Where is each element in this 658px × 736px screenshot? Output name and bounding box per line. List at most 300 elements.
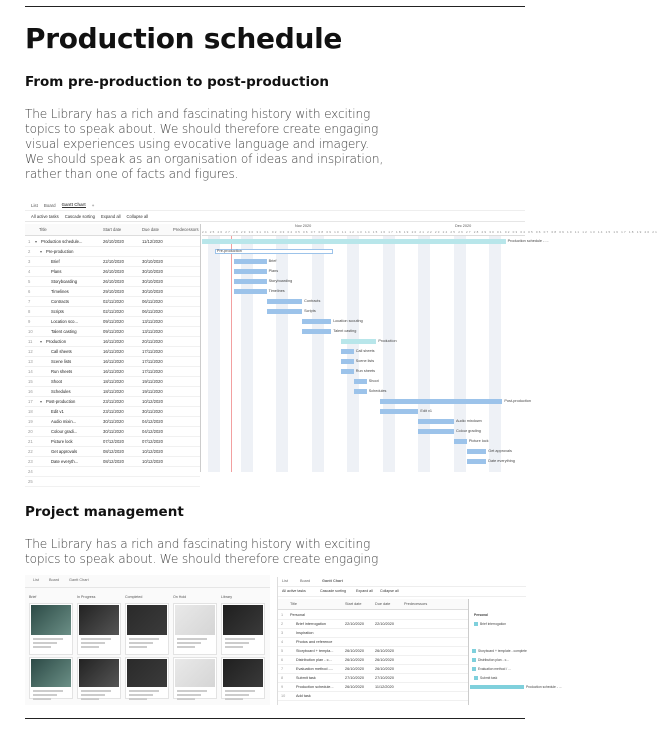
row-number: 21: [28, 439, 33, 444]
filter-all-active-tasks[interactable]: All active tasks: [282, 589, 306, 593]
task-bar-label: Storyboard + template - complete: [478, 648, 527, 653]
task-title[interactable]: Talent casting: [51, 329, 77, 334]
task-bar[interactable]: [341, 369, 354, 374]
pm-gantt-toolbar: [278, 587, 526, 597]
weekend-column: [383, 236, 395, 472]
card-text-line: [225, 690, 255, 692]
task-bar-label: Scene lists: [355, 358, 375, 363]
weekend-column: [347, 236, 359, 472]
row-number: 9: [28, 319, 31, 324]
top-rule: [25, 6, 525, 7]
card-text-line: [81, 646, 99, 648]
column-title[interactable]: Title: [39, 227, 47, 232]
task-title[interactable]: Date everyth...: [51, 459, 79, 464]
start-date[interactable]: 26/10/2020: [345, 657, 365, 662]
row-number: 2: [28, 249, 31, 254]
start-date[interactable]: 16/11/2020: [103, 359, 124, 364]
start-date[interactable]: 26/10/2020: [103, 279, 124, 284]
due-date[interactable]: 19/11/2020: [142, 379, 163, 384]
task-bar[interactable]: [472, 649, 476, 653]
task-title[interactable]: Shoot: [51, 379, 62, 384]
start-date[interactable]: 02/11/2020: [103, 309, 124, 314]
column-title[interactable]: Title: [290, 602, 298, 606]
card-text-line: [129, 646, 147, 648]
task-title[interactable]: Audio mixin...: [51, 419, 77, 424]
task-title[interactable]: Schedules: [51, 389, 71, 394]
paragraph-line: topics to speak about. We should therefore create engaging: [25, 122, 379, 136]
start-date[interactable]: 26/10/2020: [103, 239, 124, 244]
task-bar-label: Contracts: [304, 298, 321, 303]
card-thumbnail: [79, 605, 119, 635]
paragraph-line: The Library has a rich and fascinating history with exciting: [25, 107, 371, 121]
task-bar[interactable]: [341, 349, 354, 354]
task-bar[interactable]: [234, 279, 266, 284]
due-date[interactable]: 11/12/2020: [375, 684, 394, 689]
row-number: 7: [281, 666, 284, 671]
board-column: [173, 595, 217, 703]
task-bar-label: Scripts: [304, 308, 316, 313]
due-date[interactable]: 27/10/2020: [375, 675, 395, 680]
weekend-column: [208, 236, 220, 472]
card-thumbnail: [223, 659, 263, 687]
board-card[interactable]: [173, 603, 217, 655]
collapse-all-button[interactable]: Collapse all: [126, 213, 149, 219]
card-text-line: [225, 698, 243, 700]
row-number: 6: [28, 289, 31, 294]
task-bar-label: Call sheets: [355, 348, 375, 353]
board-card[interactable]: [77, 657, 121, 699]
card-text-line: [129, 690, 159, 692]
row-number: 12: [28, 349, 33, 354]
month-label: Nov 2020: [295, 224, 312, 228]
due-date[interactable]: 04/12/2020: [142, 419, 163, 424]
task-title[interactable]: Storyboarding: [51, 279, 78, 284]
task-title[interactable]: Brief: [51, 259, 60, 264]
row-number: 19: [28, 419, 33, 424]
due-date[interactable]: 13/11/2020: [142, 329, 163, 334]
weekend-column: [489, 236, 501, 472]
task-bar[interactable]: [234, 259, 266, 264]
board-tabs: [25, 575, 270, 588]
card-thumbnail: [79, 659, 119, 687]
task-title[interactable]: Get approvals: [51, 449, 78, 454]
card-text-line: [33, 690, 63, 692]
task-bar-label: Evaluation method / ...: [478, 666, 511, 671]
task-bar-label: Timelines: [268, 288, 285, 293]
task-title[interactable]: Evaluation method -...: [296, 666, 333, 671]
row-number: 1: [28, 239, 31, 244]
tab-board[interactable]: Board: [49, 578, 60, 582]
start-date[interactable]: 27/10/2020: [345, 675, 365, 680]
due-date[interactable]: 26/10/2020: [375, 666, 395, 671]
table-row[interactable]: [278, 691, 468, 701]
start-date[interactable]: 26/10/2020: [345, 648, 365, 653]
start-date[interactable]: 26/10/2020: [345, 684, 365, 689]
row-number: 11: [28, 339, 33, 344]
task-title[interactable]: Call sheets: [51, 349, 72, 354]
cascade-sorting-button[interactable]: Cascade sorting: [64, 213, 95, 219]
task-bar[interactable]: [474, 676, 478, 680]
start-date[interactable]: 23/11/2020: [103, 399, 124, 404]
task-bar-label: Production schedule - ...: [507, 238, 549, 243]
task-bar-label: Submit task: [480, 675, 498, 680]
card-thumbnail: [223, 605, 263, 635]
task-bar-label: Date everything: [488, 458, 515, 463]
row-number: 6: [281, 657, 284, 662]
start-date[interactable]: 18/11/2020: [103, 379, 124, 384]
due-date[interactable]: 17/11/2020: [142, 369, 163, 374]
start-date[interactable]: 08/12/2020: [103, 459, 124, 464]
card-text-line: [225, 638, 255, 640]
task-bar[interactable]: [418, 429, 454, 434]
card-text-line: [177, 698, 195, 700]
column-start-date[interactable]: Start date: [345, 602, 362, 606]
row-number: 24: [28, 469, 33, 474]
pane-divider[interactable]: [468, 599, 469, 705]
task-title[interactable]: Production: [46, 339, 67, 344]
task-bar-label: Shoot: [368, 378, 379, 383]
due-date[interactable]: 19/11/2020: [142, 389, 163, 394]
row-number: 5: [281, 648, 284, 653]
tab-gantt-chart[interactable]: Gantt Chart: [322, 579, 343, 583]
column-due-date[interactable]: Due date: [142, 227, 159, 232]
section-heading-schedule: From pre-production to post-production: [25, 74, 329, 90]
row-number: 10: [281, 693, 286, 698]
tab-list[interactable]: List: [31, 202, 38, 208]
due-date[interactable]: 13/11/2020: [142, 319, 163, 324]
task-title[interactable]: Inspiration: [296, 630, 314, 635]
board-column: [125, 595, 169, 703]
task-title[interactable]: Timelines: [51, 289, 69, 294]
card-text-line: [129, 694, 153, 696]
task-bar[interactable]: [234, 269, 266, 274]
tab-gantt-chart[interactable]: Gantt Chart: [61, 202, 86, 207]
expand-all-button[interactable]: Expand all: [356, 589, 373, 593]
start-date[interactable]: 18/11/2020: [103, 389, 124, 394]
row-number: 13: [28, 359, 33, 364]
board-card[interactable]: [125, 657, 169, 699]
task-title[interactable]: Picture lock: [51, 439, 73, 444]
task-bar[interactable]: [472, 667, 476, 671]
paragraph-line: We should speak as an organisation of ideas and inspiration,: [25, 152, 384, 166]
task-bar[interactable]: [474, 622, 478, 626]
start-date[interactable]: 16/11/2020: [103, 369, 124, 374]
expand-toggle-icon[interactable]: ▾: [35, 239, 38, 244]
card-text-line: [33, 642, 57, 644]
row-number: 8: [281, 675, 284, 680]
due-date[interactable]: 06/11/2020: [142, 299, 163, 304]
row-number: 1: [281, 612, 284, 617]
day-strip: 24 25 26 27 28 29 30 31 01 02 03 04 05 06 07 08 09 10 11 12 13 14 15 16 17 18 19 20 21 22 23 24 25 26 27 28 29 30 01 02 03 04 05 06 07 08 09 10 11 12 13 14 15 16 17 18 19 20 21: [202, 230, 658, 234]
due-date[interactable]: 10/12/2020: [142, 459, 163, 464]
tab-list[interactable]: List: [282, 579, 288, 583]
task-title[interactable]: Edit v1: [51, 409, 64, 414]
row-number: 18: [28, 409, 33, 414]
task-title[interactable]: Add task: [296, 693, 311, 698]
card-text-line: [177, 646, 195, 648]
card-text-line: [225, 646, 243, 648]
due-date[interactable]: 20/11/2020: [142, 339, 163, 344]
start-date[interactable]: 09/11/2020: [103, 329, 124, 334]
task-bar-label: Post-production: [504, 398, 531, 403]
card-thumbnail: [175, 605, 215, 635]
board-column-title[interactable]: Brief: [29, 595, 37, 599]
tab-board[interactable]: Board: [43, 202, 56, 208]
board-column: [77, 595, 121, 703]
due-date[interactable]: 10/12/2020: [142, 399, 163, 404]
row-number: 4: [28, 269, 31, 274]
task-bar-label: Brief interrogation: [480, 621, 507, 626]
paragraph-line: rather than one of facts and figures.: [25, 167, 239, 181]
today-marker: [231, 236, 232, 472]
task-bar[interactable]: [302, 329, 331, 334]
task-bar[interactable]: [267, 299, 303, 304]
due-date[interactable]: 26/10/2020: [375, 648, 395, 653]
add-tab-button[interactable]: +: [91, 202, 95, 208]
board-screenshot: [25, 575, 270, 705]
task-bar-label: Colour grading: [455, 428, 481, 433]
task-title[interactable]: Post-production: [46, 399, 76, 404]
pane-divider[interactable]: [200, 224, 201, 472]
tab-list[interactable]: List: [33, 578, 39, 582]
board-column-title[interactable]: In Progress: [77, 595, 96, 599]
start-date[interactable]: 30/11/2020: [103, 419, 124, 424]
pm-grid-header: [278, 599, 468, 610]
start-date[interactable]: 09/11/2020: [103, 319, 124, 324]
task-bar[interactable]: [302, 319, 331, 324]
start-date[interactable]: 29/10/2020: [103, 289, 124, 294]
due-date[interactable]: 26/10/2020: [375, 657, 395, 662]
start-date[interactable]: 16/11/2020: [103, 339, 124, 344]
task-bar-label: Production: [378, 338, 397, 343]
task-title[interactable]: Scripts: [51, 309, 64, 314]
column-start-date[interactable]: Start date: [103, 227, 122, 232]
due-date[interactable]: 06/11/2020: [142, 309, 163, 314]
column-predecessors[interactable]: Predecessors: [404, 602, 428, 606]
task-bar[interactable]: [234, 289, 266, 294]
start-date[interactable]: 23/11/2020: [103, 409, 124, 414]
board-column-title[interactable]: Library: [221, 595, 232, 599]
due-date[interactable]: 11/12/2020: [142, 239, 163, 244]
due-date[interactable]: 17/11/2020: [142, 349, 163, 354]
filter-all-active-tasks[interactable]: All active tasks: [31, 213, 59, 219]
start-date[interactable]: 08/12/2020: [103, 449, 124, 454]
due-date[interactable]: 10/12/2020: [142, 449, 163, 454]
tab-gantt-chart[interactable]: Gantt Chart: [69, 578, 89, 582]
task-bar-label: Pre-production: [216, 248, 242, 253]
task-title[interactable]: Personal: [290, 612, 305, 617]
pm-gantt-tabs: [278, 577, 526, 587]
start-date[interactable]: 26/10/2020: [103, 269, 124, 274]
start-date[interactable]: 02/11/2020: [103, 299, 124, 304]
due-date[interactable]: 04/12/2020: [142, 429, 163, 434]
card-thumbnail: [127, 605, 167, 635]
board-card[interactable]: [29, 657, 73, 699]
pm-gantt-screenshot: [277, 577, 562, 705]
card-thumbnail: [31, 605, 71, 635]
start-date[interactable]: 16/11/2020: [103, 349, 124, 354]
task-bar-label: Distribution plan - c...: [478, 657, 509, 662]
start-date[interactable]: 26/10/2020: [345, 666, 365, 671]
card-text-line: [177, 638, 207, 640]
board-card[interactable]: [221, 603, 265, 655]
board-card[interactable]: [77, 603, 121, 655]
view-tabs: [25, 200, 525, 211]
due-date[interactable]: 30/10/2020: [142, 269, 163, 274]
start-date[interactable]: 22/10/2020: [345, 621, 365, 626]
column-due-date[interactable]: Due date: [375, 602, 391, 606]
card-text-line: [129, 642, 153, 644]
tab-board[interactable]: Board: [300, 579, 311, 583]
task-title[interactable]: Distribution plan - c...: [296, 657, 332, 662]
row-number: 4: [281, 639, 284, 644]
due-date[interactable]: 07/12/2020: [142, 439, 163, 444]
task-bar-label: Schedules: [368, 388, 387, 393]
task-title[interactable]: Brief interrogation: [296, 621, 326, 626]
paragraph-line: The Library has a rich and fascinating history with exciting: [25, 537, 371, 551]
expand-toggle-icon[interactable]: ▾: [40, 339, 43, 344]
task-bar[interactable]: [380, 409, 419, 414]
card-text-line: [33, 646, 51, 648]
task-bar-label: Brief: [268, 258, 277, 263]
weekend-column: [312, 236, 324, 472]
card-text-line: [33, 638, 63, 640]
row-number: 5: [28, 279, 31, 284]
card-text-line: [177, 642, 201, 644]
task-bar-label: Get approvals: [488, 448, 512, 453]
task-bar[interactable]: [267, 309, 303, 314]
table-row[interactable]: [25, 476, 200, 487]
pm-screenshots: [25, 575, 562, 705]
board-card[interactable]: [29, 603, 73, 655]
task-title[interactable]: Colour gradi...: [51, 429, 78, 434]
row-number: 9: [281, 684, 284, 689]
due-date[interactable]: 30/10/2020: [142, 279, 163, 284]
schedule-paragraph: [25, 107, 395, 182]
task-title[interactable]: Production schedule...: [296, 684, 334, 689]
card-text-line: [129, 638, 159, 640]
task-bar-label: Picture lock: [468, 438, 489, 443]
row-number: 10: [28, 329, 33, 334]
task-title[interactable]: Plans: [51, 269, 62, 274]
task-bar[interactable]: [354, 389, 367, 394]
cascade-sorting-button[interactable]: Cascade sorting: [320, 589, 346, 593]
task-bar[interactable]: [467, 449, 486, 454]
board-card[interactable]: [173, 657, 217, 699]
task-bar-label: Location scouting: [333, 318, 363, 323]
card-text-line: [177, 690, 207, 692]
due-date[interactable]: 30/10/2020: [142, 289, 163, 294]
due-date[interactable]: 30/11/2020: [142, 409, 163, 414]
task-bar[interactable]: [418, 419, 454, 424]
row-number: 14: [28, 369, 33, 374]
board-card[interactable]: [125, 603, 169, 655]
row-number: 23: [28, 459, 33, 464]
due-date[interactable]: 22/10/2020: [375, 621, 395, 626]
task-title[interactable]: Photos and reference: [296, 639, 333, 644]
expand-all-button[interactable]: Expand all: [100, 213, 121, 219]
month-label: Dec 2020: [455, 224, 472, 228]
card-text-line: [81, 638, 111, 640]
card-thumbnail: [31, 659, 71, 687]
task-bar[interactable]: [472, 658, 476, 662]
row-number: 3: [28, 259, 31, 264]
task-bar[interactable]: [454, 439, 467, 444]
task-title[interactable]: Scene lists: [51, 359, 72, 364]
column-predecessors[interactable]: Predecessors: [173, 227, 199, 232]
weekend-column: [418, 236, 433, 472]
card-thumbnail: [127, 659, 167, 687]
board-card[interactable]: [221, 657, 265, 699]
task-bar[interactable]: [341, 339, 377, 344]
gantt-screenshot: [25, 200, 658, 484]
row-number: 17: [28, 399, 33, 404]
row-number: 8: [28, 309, 31, 314]
task-title[interactable]: Pre-production: [46, 249, 74, 254]
task-title[interactable]: Production schedule...: [41, 239, 83, 244]
grid-header: [25, 224, 200, 236]
task-title[interactable]: Contracts: [51, 299, 69, 304]
task-bar[interactable]: [341, 359, 354, 364]
bottom-rule: [25, 718, 525, 719]
due-date[interactable]: 17/11/2020: [142, 359, 163, 364]
task-bar[interactable]: [380, 399, 503, 404]
task-bar[interactable]: [467, 459, 486, 464]
expand-toggle-icon[interactable]: ▾: [40, 249, 43, 254]
paragraph-line: topics to speak about. We should therefore create engaging: [25, 552, 379, 566]
task-bar[interactable]: [470, 685, 524, 689]
card-text-line: [225, 642, 249, 644]
start-date[interactable]: 22/10/2020: [103, 259, 124, 264]
row-number: 15: [28, 379, 33, 384]
due-date[interactable]: 30/10/2020: [142, 259, 163, 264]
card-text-line: [225, 694, 249, 696]
task-title[interactable]: Run sheets: [51, 369, 73, 374]
task-bar-label: Plans: [268, 268, 279, 273]
row-number: 22: [28, 449, 33, 454]
task-bar-label: Audio mixdown: [455, 418, 482, 423]
pm-paragraph: [25, 537, 395, 567]
weekend-column: [454, 236, 466, 472]
task-bar[interactable]: [202, 239, 506, 244]
card-text-line: [81, 690, 111, 692]
row-number: 25: [28, 479, 33, 484]
task-title[interactable]: Submit task: [296, 675, 316, 680]
page-title: Production schedule: [25, 22, 343, 55]
board-column-title[interactable]: On Hold: [173, 595, 187, 599]
collapse-all-button[interactable]: Collapse all: [380, 589, 399, 593]
task-bar-label: Storyboarding: [268, 278, 293, 283]
card-thumbnail: [175, 659, 215, 687]
board-column: [29, 595, 73, 703]
board-column-title[interactable]: Completed: [125, 595, 143, 599]
card-text-line: [33, 694, 57, 696]
start-date[interactable]: 07/12/2020: [103, 439, 124, 444]
card-text-line: [81, 698, 99, 700]
board-column: [221, 595, 265, 703]
task-title[interactable]: Location sco...: [51, 319, 79, 324]
timeline-section-label: Personal: [474, 613, 488, 617]
row-number: 20: [28, 429, 33, 434]
start-date[interactable]: 30/11/2020: [103, 429, 124, 434]
expand-toggle-icon[interactable]: ▾: [40, 399, 43, 404]
card-text-line: [177, 694, 201, 696]
task-bar[interactable]: [354, 379, 367, 384]
section-heading-project-management: Project management: [25, 504, 184, 520]
task-title[interactable]: Storyboard + templa...: [296, 648, 334, 653]
task-bar-label: Edit v1: [420, 408, 433, 413]
row-number: 3: [281, 630, 284, 635]
